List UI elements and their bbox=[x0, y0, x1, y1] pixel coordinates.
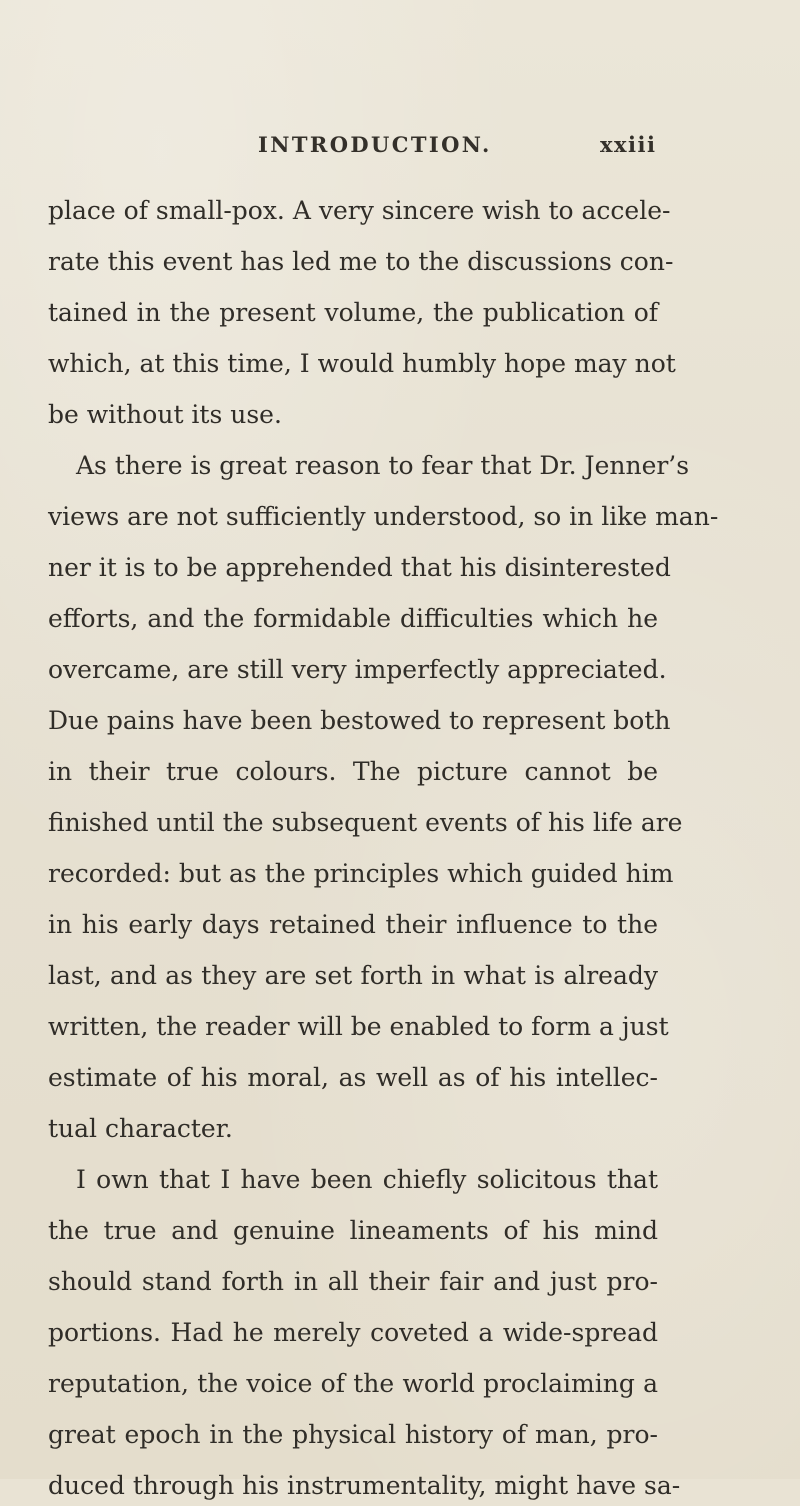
text-line: finished until the subsequent events of his life are bbox=[48, 808, 683, 837]
text-line: great epoch in the physical history of man, pro- bbox=[48, 1420, 658, 1449]
text-line: place of small-pox. A very sincere wish to accele- bbox=[48, 196, 671, 225]
page-header bbox=[0, 132, 800, 162]
text-line: should stand forth in all their fair and just pro- bbox=[48, 1267, 658, 1296]
text-line: overcame, are still very imperfectly appreciated. bbox=[48, 655, 667, 684]
text-line: efforts, and the formidable difficulties which he bbox=[48, 604, 658, 633]
text-line: the true and genuine lineaments of his mind bbox=[48, 1216, 658, 1245]
text-line: Due pains have been bestowed to represent both bbox=[48, 706, 671, 735]
text-line: portions. Had he merely coveted a wide-spread bbox=[48, 1318, 658, 1347]
text-line: views are not sufficiently understood, so in like man- bbox=[48, 502, 719, 531]
text-line: which, at this time, I would humbly hope may not bbox=[48, 349, 676, 378]
text-line: last, and as they are set forth in what is already bbox=[48, 961, 658, 990]
text-line: tained in the present volume, the publication of bbox=[48, 298, 658, 327]
running-title: INTRODUCTION. bbox=[258, 132, 492, 157]
text-line: reputation, the voice of the world proclaiming a bbox=[48, 1369, 658, 1398]
text-line: estimate of his moral, as well as of his intellec- bbox=[48, 1063, 658, 1092]
page-number: xxiii bbox=[600, 132, 657, 157]
text-line: rate this event has led me to the discussions con- bbox=[48, 247, 674, 276]
text-line: duced through his instrumentality, might have sa- bbox=[48, 1471, 681, 1500]
text-line: in their true colours. The picture cannot be bbox=[48, 757, 658, 786]
text-line: tual character. bbox=[48, 1114, 233, 1143]
text-line: As there is great reason to fear that Dr. Jenner’s bbox=[76, 451, 690, 480]
text-line: be without its use. bbox=[48, 400, 282, 429]
text-line: recorded: but as the principles which guided him bbox=[48, 859, 674, 888]
text-line: I own that I have been chiefly solicitous that bbox=[76, 1165, 658, 1194]
text-line: written, the reader will be enabled to form a just bbox=[48, 1012, 669, 1041]
text-line: in his early days retained their influence to the bbox=[48, 910, 658, 939]
text-line: ner it is to be apprehended that his disinterested bbox=[48, 553, 671, 582]
